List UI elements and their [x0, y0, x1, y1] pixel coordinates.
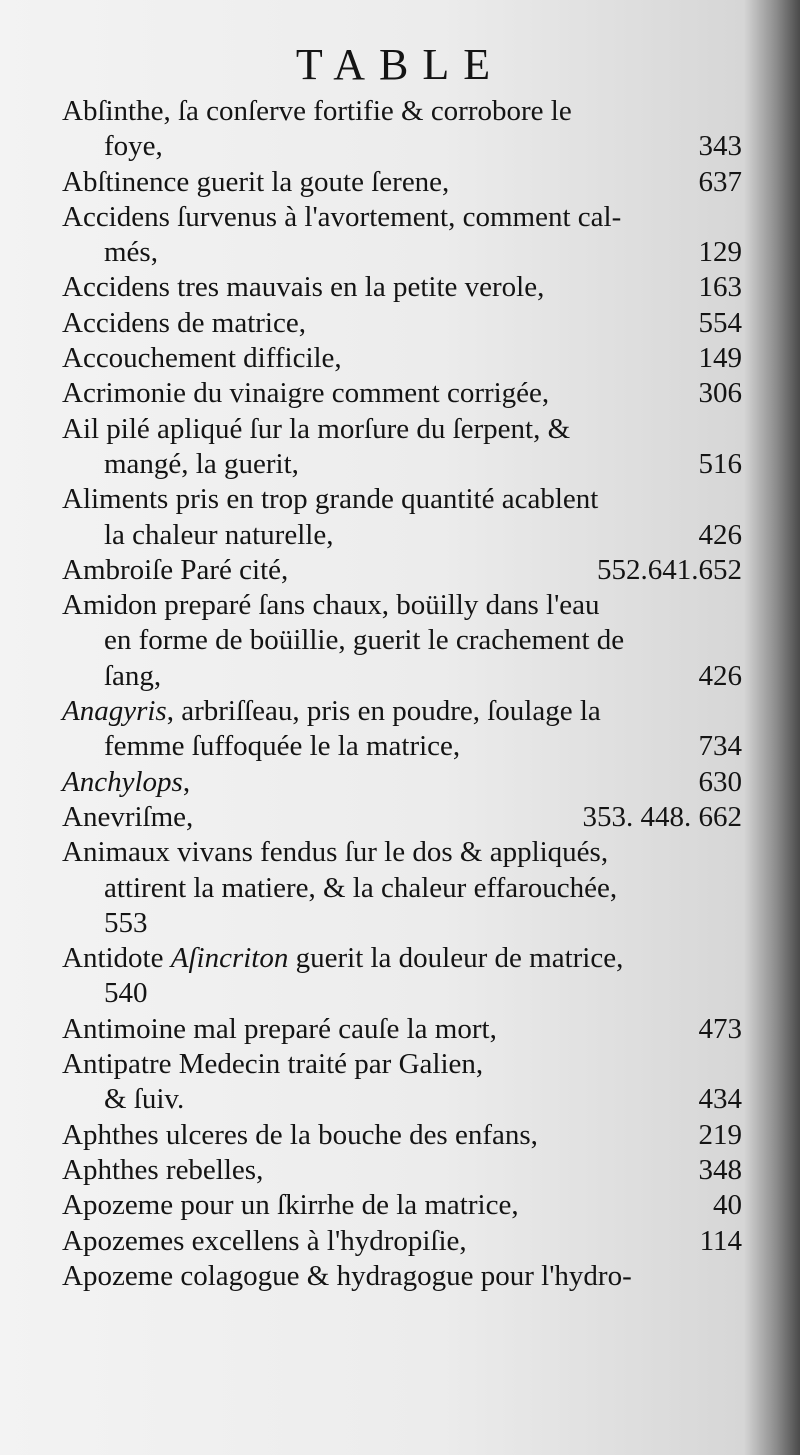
index-entry: [62, 1012, 742, 1047]
index-entry: [62, 941, 742, 1012]
index-entry: [62, 1047, 742, 1118]
entry-line-text: Aphthes rebelles,: [62, 1153, 264, 1186]
entry-continuation: [62, 729, 742, 764]
entry-text: [62, 165, 742, 200]
entry-continuation: [62, 976, 742, 1011]
index-entry: [62, 482, 742, 553]
page-number: 426: [698, 518, 742, 551]
entry-continuation: [62, 906, 742, 941]
index-entry: [62, 341, 742, 376]
entry-continuation: [62, 235, 742, 270]
index-entry: [62, 588, 742, 694]
entry-line-text: Accidens de matrice,: [62, 306, 306, 339]
index-entry: [62, 1118, 742, 1153]
page-number: 348: [698, 1153, 742, 1186]
entry-text: [62, 941, 742, 976]
entry-text: [62, 835, 742, 870]
entry-line-text: Abſinthe, ſa conſerve fortifie & corrobore le: [62, 95, 572, 127]
index-entry: [62, 200, 742, 271]
index-entry: [62, 1188, 742, 1223]
index-entry: [62, 376, 742, 411]
page-number: 552.641.652: [597, 553, 742, 586]
entry-text: [62, 1259, 742, 1294]
entry-line-text: Aphthes ulceres de la bouche des enfans,: [62, 1118, 538, 1151]
page-number: 426: [698, 659, 742, 692]
entry-text: [62, 1012, 742, 1047]
page-number: 306: [698, 377, 742, 410]
entry-continuation: [62, 871, 742, 906]
entry-text: [62, 270, 742, 305]
entry-line-text: Accidens ſurvenus à l'avortement, comment cal-: [62, 200, 622, 233]
entry-line-text: femme ſuffoquée le la matrice,: [104, 730, 461, 763]
index-entry: [62, 270, 742, 305]
entry-text: [62, 1153, 742, 1188]
page-number: 473: [698, 1012, 742, 1045]
entry-line-text: Accidens tres mauvais en la petite verole,: [62, 271, 545, 304]
index-entry: [62, 94, 742, 165]
entry-text: [62, 482, 742, 517]
entry-line-text: Animaux vivans fendus ſur le dos & appliqués,: [62, 836, 609, 869]
entry-line-text: Acrimonie du vinaigre comment corrigée,: [62, 377, 550, 410]
entry-line-text: guerit la douleur de matrice,: [288, 942, 624, 975]
entry-continuation: [62, 1082, 742, 1117]
entry-line-text: Antimoine mal preparé cauſe la mort,: [62, 1012, 497, 1045]
page-number: 114: [699, 1224, 742, 1257]
entry-text: [62, 694, 742, 729]
entry-text: [62, 588, 742, 623]
entry-continuation: [62, 518, 742, 553]
index-entry: [62, 553, 742, 588]
entry-line-text: més,: [104, 236, 158, 269]
entry-text: [62, 376, 742, 411]
entry-line-text: Apozeme colagogue & hydragogue pour l'hydro-: [62, 1259, 632, 1292]
index-entry: [62, 835, 742, 941]
entry-continuation: [62, 129, 742, 164]
entry-continuation: [62, 623, 742, 658]
entry-continuation: [62, 659, 742, 694]
index-entry: [62, 306, 742, 341]
page-number: 353. 448. 662: [582, 800, 742, 833]
entry-line-text: Amidon preparé ſans chaux, boüilly dans l'eau: [62, 589, 600, 622]
page-number: 40: [713, 1189, 742, 1222]
index-list: [62, 94, 742, 1294]
page-number: 129: [698, 236, 742, 269]
entry-term-italic: Anagyris: [62, 695, 167, 728]
page-number: 630: [698, 765, 742, 798]
page-number: 219: [698, 1118, 742, 1151]
entry-line-text: Apozemes excellens à l'hydropiſie,: [62, 1224, 467, 1257]
entry-line-text: la chaleur naturelle,: [104, 518, 334, 551]
entry-lead: Antidote: [62, 942, 171, 975]
entry-line-text: en forme de boüillie, guerit le crachement de: [104, 624, 625, 657]
entry-line-text: Antipatre Medecin traité par Galien,: [62, 1048, 484, 1081]
entry-line-text: ,: [182, 765, 191, 798]
entry-line-text: Ail pilé apliqué ſur la morſure du ſerpent, &: [62, 412, 571, 445]
page-number: 734: [698, 730, 742, 763]
entry-line-text: Anevriſme,: [62, 800, 194, 833]
page-title: TABLE: [295, 40, 505, 89]
entry-line-text: Ambroiſe Paré cité,: [62, 553, 289, 586]
entry-line-text: mangé, la guerit,: [104, 447, 299, 480]
entry-line-text: Apozeme pour un ſkirrhe de la matrice,: [62, 1189, 519, 1222]
entry-text: [62, 765, 742, 800]
entry-text: [62, 341, 742, 376]
index-entry: [62, 765, 742, 800]
entry-text: [62, 306, 742, 341]
index-entry: [62, 694, 742, 765]
page-number: 434: [698, 1083, 742, 1116]
entry-term-italic: Aſincriton: [170, 942, 289, 975]
entry-line-text: foye,: [104, 130, 163, 163]
index-entry: [62, 412, 742, 483]
entry-line-text: & ſuiv.: [104, 1083, 185, 1116]
entry-text: [62, 94, 742, 129]
page-number: 516: [698, 447, 742, 480]
entry-text: [62, 1047, 742, 1082]
entry-text: [62, 800, 742, 835]
entry-line-text: attirent la matiere, & la chaleur effarouchée,: [104, 871, 618, 904]
entry-line-text: 540: [104, 977, 148, 1010]
entry-text: [62, 200, 742, 235]
entry-line-text: 553: [104, 906, 148, 939]
page-number: 149: [698, 342, 742, 375]
index-entry: [62, 165, 742, 200]
entry-line-text: , arbriſſeau, pris en poudre, ſoulage la: [166, 695, 601, 728]
entry-line-text: Accouchement difficile,: [62, 342, 342, 375]
page-number: 554: [698, 306, 742, 339]
entry-line-text: Abſtinence guerit la goute ſerene,: [62, 165, 450, 198]
entry-line-text: Aliments pris en trop grande quantité acablent: [62, 483, 599, 516]
entry-text: [62, 1188, 742, 1223]
page-number: 343: [698, 130, 742, 163]
entry-line-text: ſang,: [104, 659, 162, 692]
index-entry: [62, 1153, 742, 1188]
entry-text: [62, 412, 742, 447]
page-number: 637: [698, 165, 742, 198]
entry-text: [62, 1118, 742, 1153]
entry-text: [62, 553, 742, 588]
entry-continuation: [62, 447, 742, 482]
page-number: 163: [698, 271, 742, 304]
index-entry: [62, 800, 742, 835]
entry-term-italic: Anchylops: [62, 765, 183, 798]
index-entry: [62, 1259, 742, 1294]
entry-text: [62, 1224, 742, 1259]
index-entry: [62, 1224, 742, 1259]
